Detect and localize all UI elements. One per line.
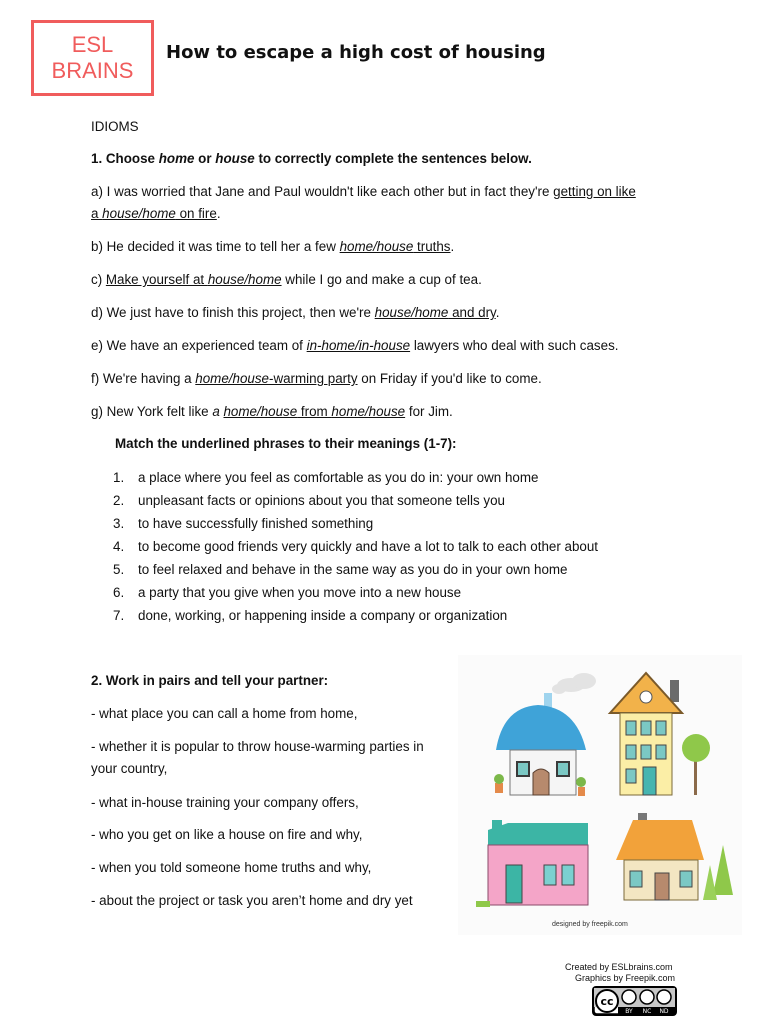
sentence-g: g) New York felt like a home/house from home/house for Jim. xyxy=(91,404,453,419)
house-pink xyxy=(476,820,588,907)
house-yellow-tall xyxy=(610,673,710,795)
cc-license-badge xyxy=(592,986,677,1016)
section-label: IDIOMS xyxy=(91,119,139,134)
cc-nc: NC xyxy=(642,1008,652,1015)
discussion-item: - whether it is popular to throw house-warming parties in your country, xyxy=(91,739,424,776)
cc-nd: ND xyxy=(659,1008,669,1015)
esl-brains-logo xyxy=(31,20,154,96)
list-item: 7. done, working, or happening inside a company or organization xyxy=(113,608,508,623)
sentence-e: e) We have an experienced team of in-home/in-house lawyers who deal with such cases. xyxy=(91,338,619,353)
sentence-b: b) He decided it was time to tell her a few home/house truths. xyxy=(91,239,455,254)
page-title: How to escape a high cost of housing xyxy=(166,42,546,63)
list-item: 6. a party that you give when you move into a new house xyxy=(113,585,462,600)
list-item: 1. a place where you feel as comfortable as you do in: your own home xyxy=(113,470,539,485)
list-item: 3. to have successfully finished something xyxy=(113,516,374,531)
cc-by: BY xyxy=(625,1008,633,1015)
graphic-credit: designed by freepik.com xyxy=(552,921,628,928)
list-item: 4. to become good friends very quickly and have a lot to talk to each other about xyxy=(113,539,599,554)
sentence-a: a) I was worried that Jane and Paul wouldn't like each other but in fact they're getting on like a house/home on fire. xyxy=(91,184,636,221)
discussion-item: - when you told someone home truths and why, xyxy=(91,860,372,875)
logo-line-1: ESL xyxy=(71,32,114,57)
sentence-f: f) We're having a home/house-warming party on Friday if you'd like to come. xyxy=(91,371,542,386)
list-item: 2. unpleasant facts or opinions about you that someone tells you xyxy=(113,493,505,508)
discussion-item: - about the project or task you aren’t home and dry yet xyxy=(91,893,413,908)
logo-line-2: BRAINS xyxy=(51,58,134,83)
houses-illustration-svg xyxy=(458,655,742,935)
footer-created-by: Created by ESLbrains.com xyxy=(565,962,673,972)
cc-license-icon xyxy=(592,986,677,1016)
q1-heading: 1. Choose home or house to correctly complete the sentences below. xyxy=(91,151,532,166)
sentence-c: c) Make yourself at house/home while I go and make a cup of tea. xyxy=(91,272,482,287)
discussion-item: - what place you can call a home from home, xyxy=(91,706,358,721)
houses-illustration xyxy=(458,655,742,935)
q2-heading: 2. Work in pairs and tell your partner: xyxy=(91,673,329,688)
house-blue-roof xyxy=(494,693,586,796)
footer-graphics-by: Graphics by Freepik.com xyxy=(575,973,676,983)
list-item: 5. to feel relaxed and behave in the same way as you do in your own home xyxy=(113,562,568,577)
discussion-item: - who you get on like a house on fire and why, xyxy=(91,827,363,842)
sentence-d: d) We just have to finish this project, then we're house/home and dry. xyxy=(91,305,500,320)
meanings-list xyxy=(113,466,598,627)
discussion-item: - what in-house training your company offers, xyxy=(91,795,359,810)
cc-label: cc xyxy=(600,995,614,1008)
match-heading: Match the underlined phrases to their meanings (1-7): xyxy=(115,436,457,451)
house-orange-roof xyxy=(616,813,733,900)
